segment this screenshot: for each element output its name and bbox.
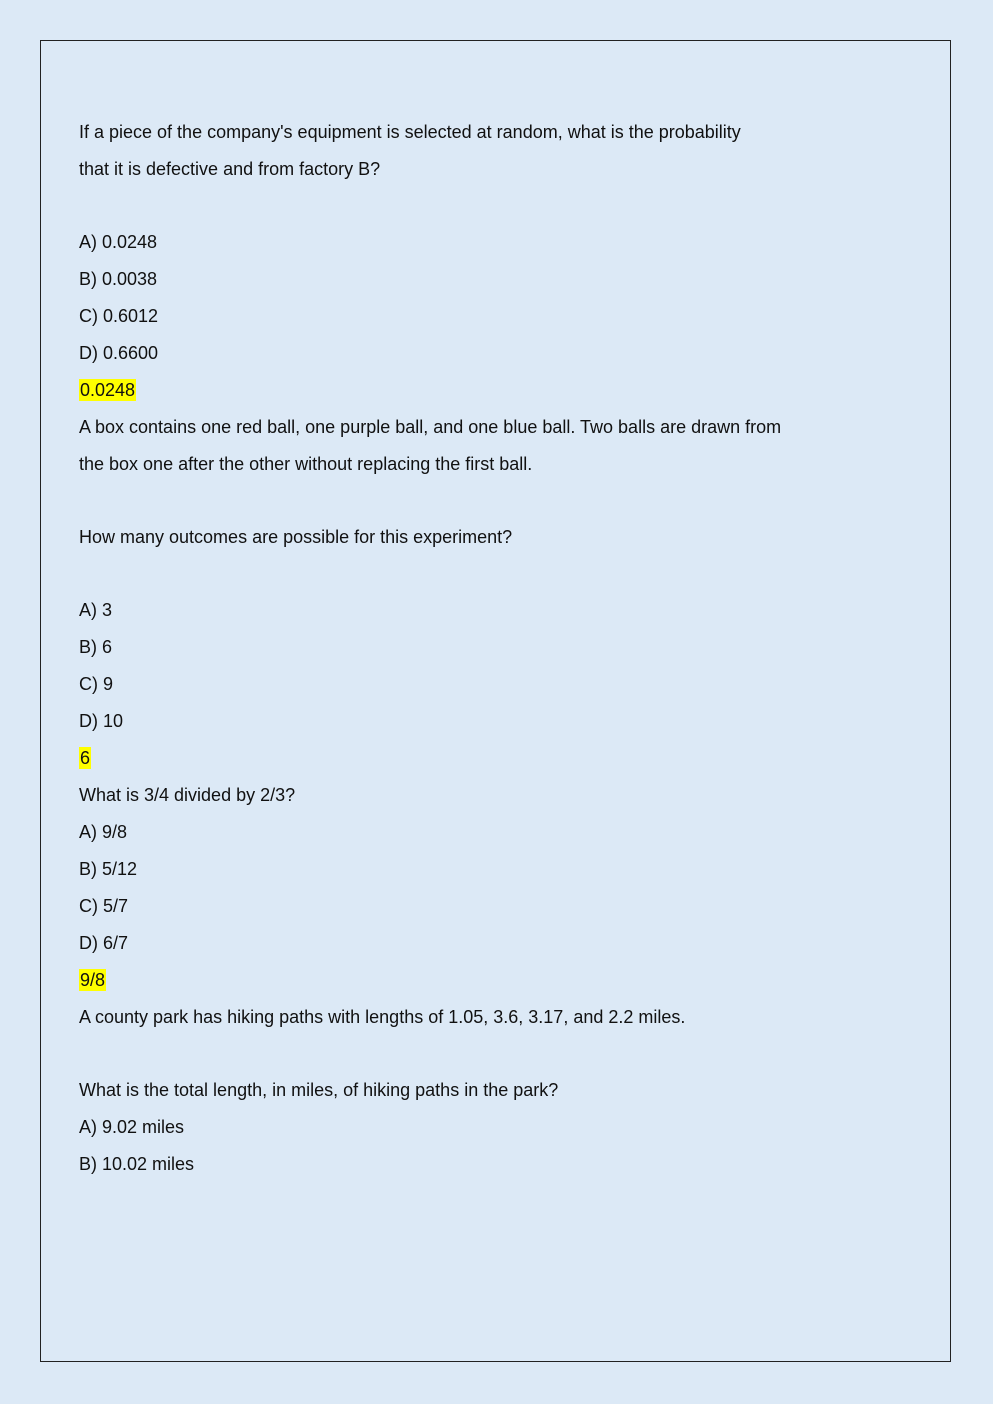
question-4-question: What is the total length, in miles, of hiking paths in the park? — [79, 1080, 559, 1100]
question-1-text-line-1: If a piece of the company's equipment is selected at random, what is the probability — [79, 122, 741, 142]
question-1 — [79, 114, 849, 409]
question-2-answer-highlight: 6 — [80, 748, 91, 768]
question-1-answer-highlight: 0.0248 — [80, 380, 136, 400]
question-2 — [79, 409, 849, 777]
question-1-option-d: D) 0.6600 — [79, 343, 159, 363]
question-1-option-a: A) 0.0248 — [79, 232, 158, 252]
question-2-option-d: D) 10 — [79, 711, 124, 731]
question-2-text-line-2: the box one after the other without replacing the first ball. — [79, 454, 533, 474]
question-2-option-a: A) 3 — [79, 600, 113, 620]
question-3-answer-highlight: 9/8 — [80, 970, 106, 990]
question-4-option-a: A) 9.02 miles — [79, 1117, 185, 1137]
question-3-question: What is 3/4 divided by 2/3? — [79, 785, 296, 805]
question-4-text-line-1: A county park has hiking paths with lengths of 1.05, 3.6, 3.17, and 2.2 miles. — [79, 1007, 686, 1027]
question-2-option-b: B) 6 — [79, 637, 113, 657]
question-3-option-c: C) 5/7 — [79, 896, 129, 916]
question-4 — [79, 999, 849, 1183]
question-3-option-b: B) 5/12 — [79, 859, 138, 879]
question-1-option-b: B) 0.0038 — [79, 269, 158, 289]
question-3-option-a: A) 9/8 — [79, 822, 128, 842]
question-1-text-line-2: that it is defective and from factory B? — [79, 159, 381, 179]
question-3 — [79, 777, 849, 999]
question-4-option-b: B) 10.02 miles — [79, 1154, 195, 1174]
question-3-option-d: D) 6/7 — [79, 933, 129, 953]
question-2-question: How many outcomes are possible for this experiment? — [79, 527, 513, 547]
document-content — [79, 114, 849, 1183]
question-2-option-c: C) 9 — [79, 674, 114, 694]
question-2-text-line-1: A box contains one red ball, one purple ball, and one blue ball. Two balls are drawn from — [79, 417, 782, 437]
question-1-option-c: C) 0.6012 — [79, 306, 159, 326]
